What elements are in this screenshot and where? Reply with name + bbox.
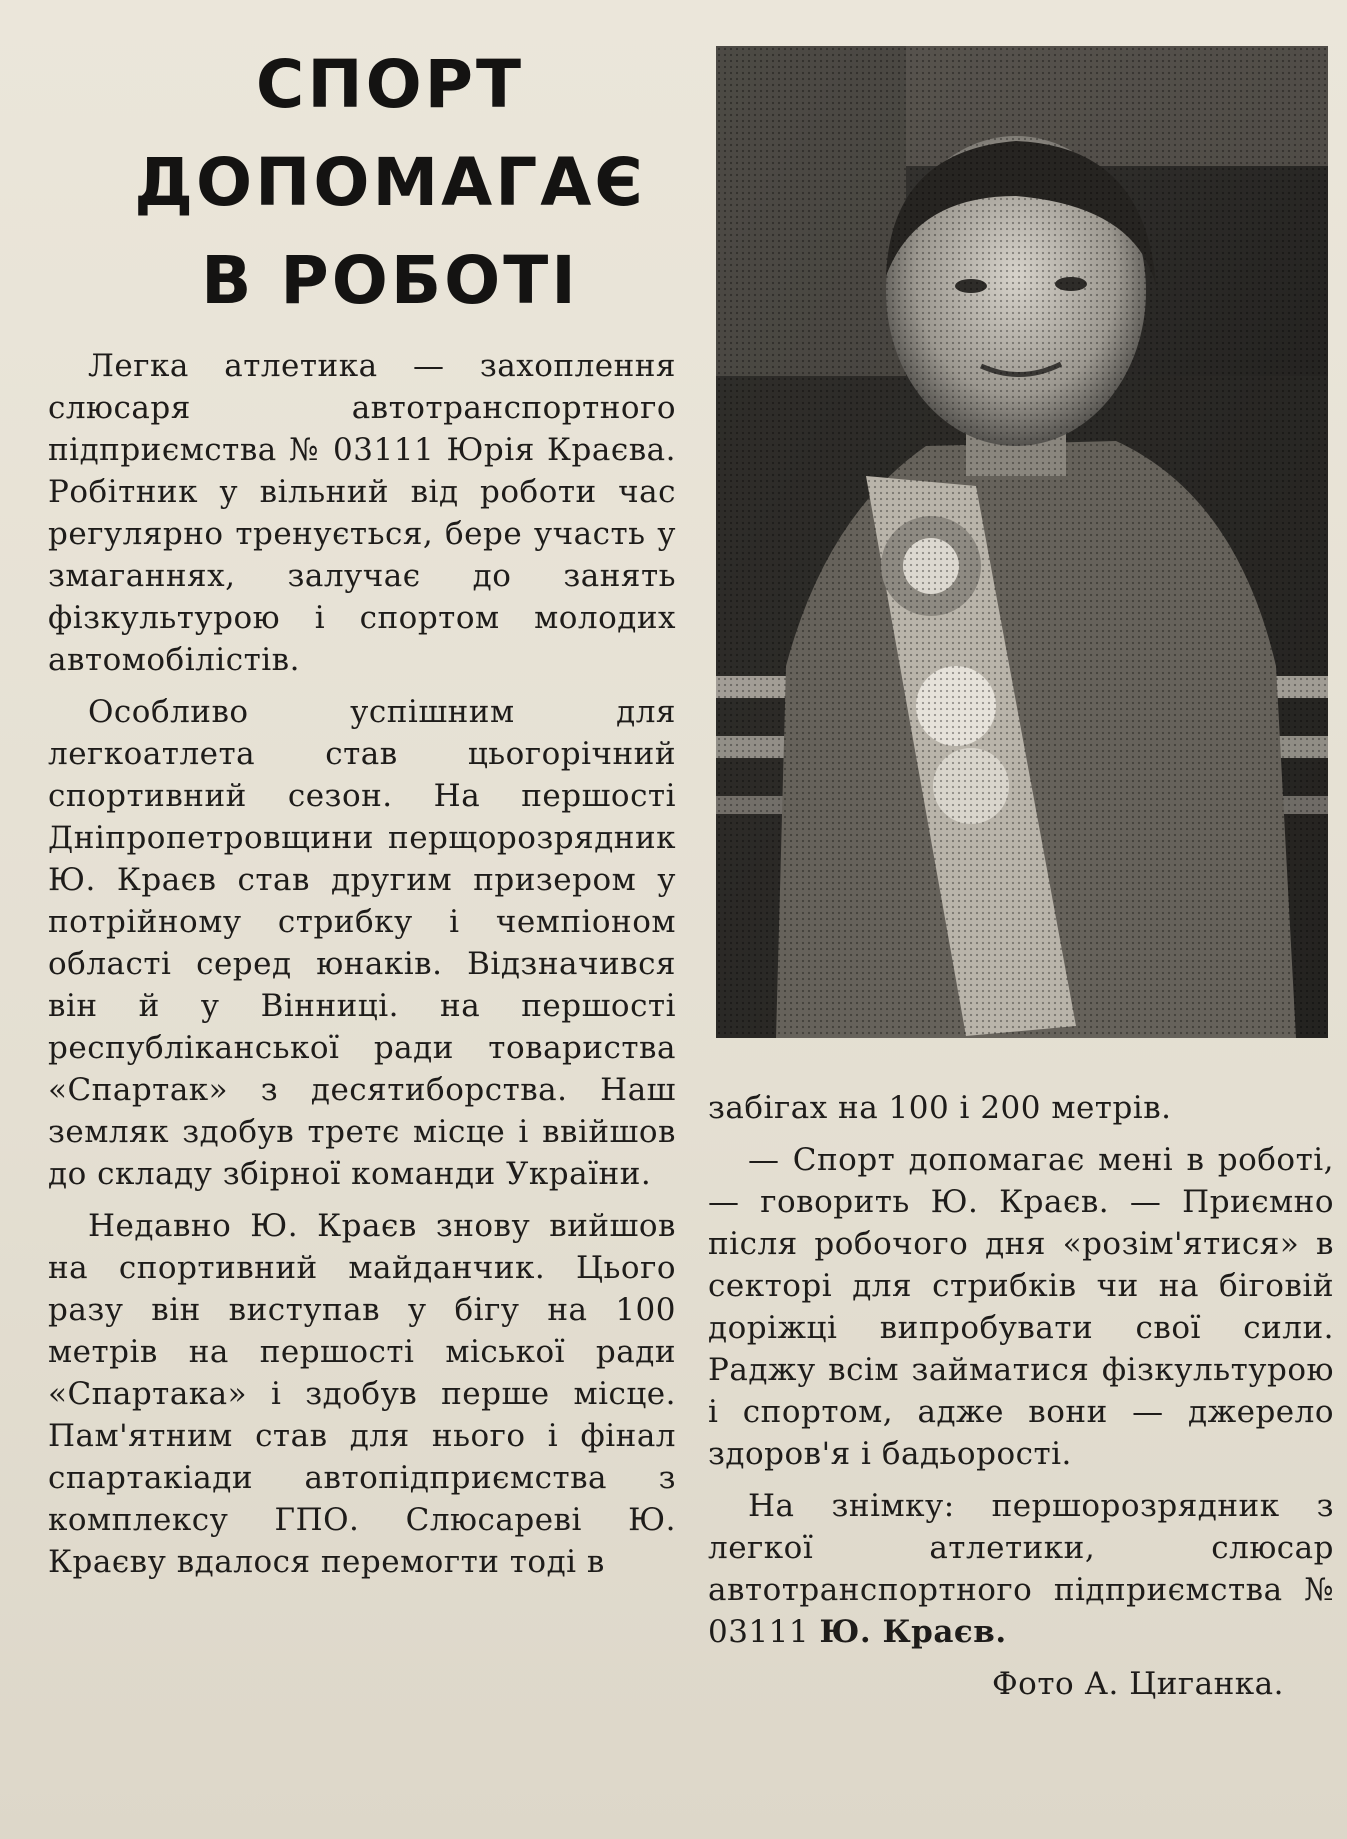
headline-line-2: ДОПОМАГАЄ <box>134 144 646 221</box>
headline-line-1: СПОРТ <box>255 46 525 123</box>
article-headline <box>90 36 690 330</box>
article-paragraph-2: Особливо успішним для легкоатлета став цьогорічний спортивний сезон. На першості Дніпропетровщини перщорозрядник Ю. Краєв став другим призером у потрійному стрибку і чемпіоном області серед юнаків. Відзначився він й у Вінниці. на першості республіканської ради товариства «Спартак» з десятиборства. Наш земляк здобув третє місце і ввійшов до складу збірної команди України. <box>48 694 676 1192</box>
article-paragraph-3: Недавно Ю. Краєв знову вийшов на спортивний майданчик. Цього разу він виступав у бігу на 100 метрів на першості міської ради «Спартака» і здобув перше місце. Пам'ятним став для нього і фінал спартакіади автопідприємства з комплексу ГПО. Слюсареві Ю. Краєву вдалося перемогти тоді в <box>48 1208 676 1580</box>
article-body-right-column <box>708 1087 1334 1715</box>
portrait-photo <box>716 46 1328 1038</box>
photo-caption-name: Ю. Краєв. <box>819 1614 1007 1650</box>
photo-caption <box>708 1485 1334 1653</box>
photo-credit: Фото А. Циганка. <box>991 1666 1284 1702</box>
photo-caption-text: На знімку: першорозрядник з легкої атлетики, слюсар автотранспортного підприємства № 03111 <box>708 1488 1334 1650</box>
article-paragraph-4: забігах на 100 і 200 метрів. <box>708 1090 1172 1126</box>
headline-line-3: В РОБОТІ <box>201 242 579 319</box>
portrait-photo-drawing <box>716 46 1328 1038</box>
article-body-left-column <box>48 345 676 1583</box>
article-paragraph-1: Легка атлетика — захоплення слюсаря автотранспортного підприємства № 03111 Юрія Краєва. Робітник у вільний від роботи час регулярно тренується, бере участь у змаганнях, залучає до занять фізкультурою і спортом молодих автомобілістів. <box>48 348 676 678</box>
article-quote-paragraph: — Спорт допомагає мені в роботі, — говорить Ю. Краєв. — Приємно після робочого дня «розім'ятися» в секторі для стрибків чи на біговій доріжці випробувати свої сили. Раджу всім займатися фізкультурою і спортом, адже вони — джерело здоров'я і бадьорості. <box>708 1142 1334 1472</box>
